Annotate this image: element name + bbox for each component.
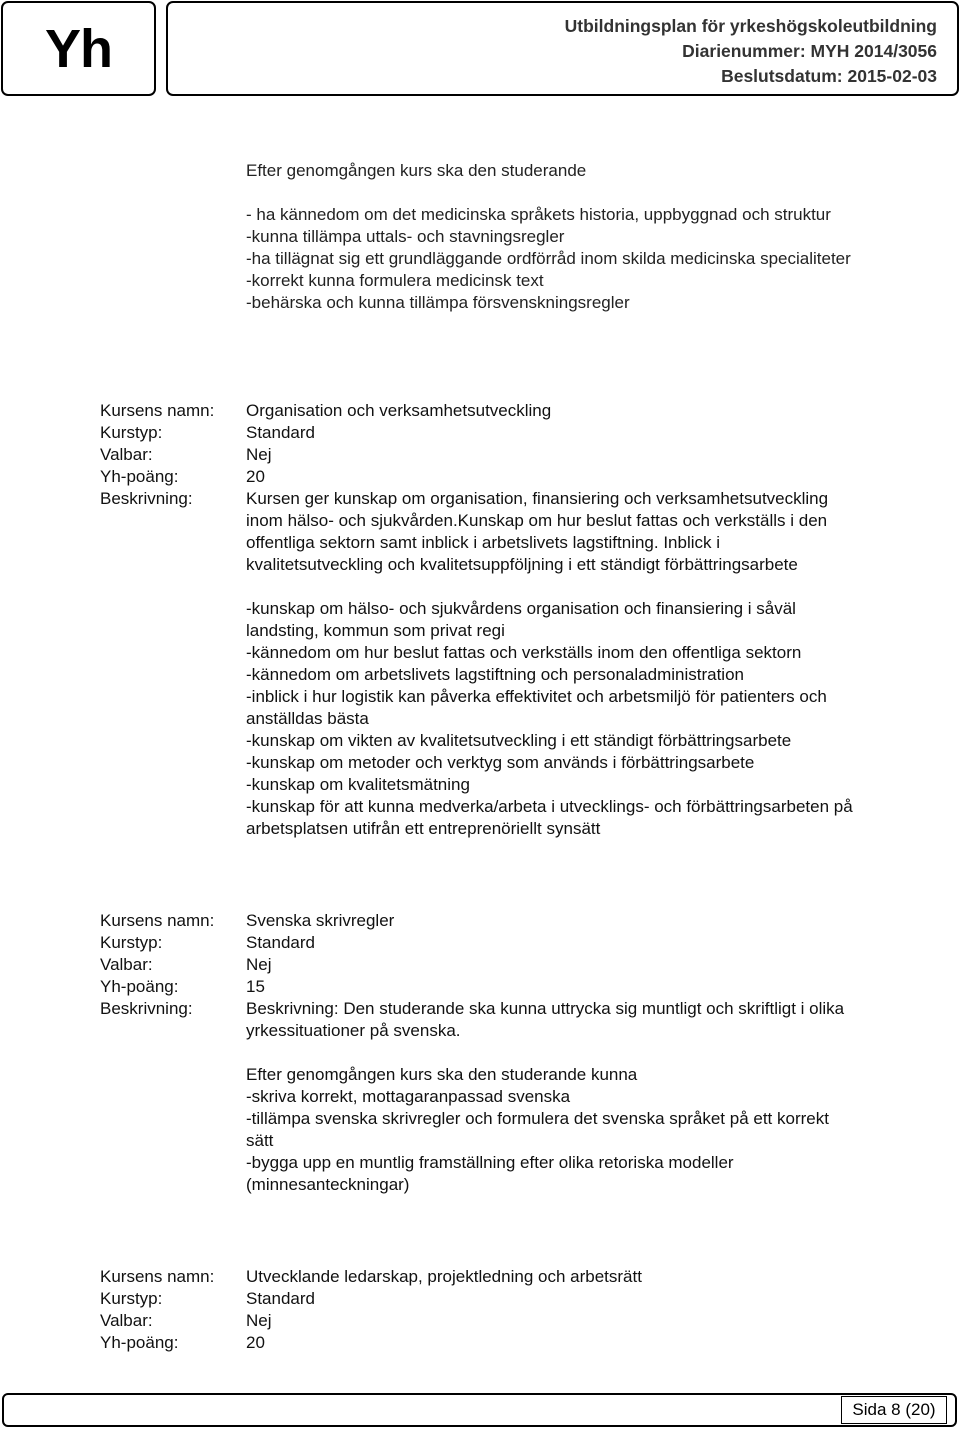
- description-item: -kännedom om hur beslut fattas och verkställs inom den offentliga sektorn: [246, 643, 802, 662]
- course-description-label: Beskrivning:: [100, 999, 193, 1018]
- course-points-label: Yh-poäng:: [100, 467, 179, 486]
- intro-item: - ha kännedom om det medicinska språkets historia, uppbyggnad och struktur: [246, 205, 831, 224]
- description-item: -inblick i hur logistik kan påverka effektivitet och arbetsmiljö för patienters och anställdas bästa: [246, 687, 827, 728]
- course-type-label: Kurstyp:: [100, 1289, 163, 1308]
- course-elective-label: Valbar:: [100, 1311, 153, 1330]
- description-item: -kunskap om metoder och verktyg som används i förbättringsarbete: [246, 753, 755, 772]
- yh-logo: [1, 1, 156, 96]
- course-name-label: Kursens namn:: [100, 911, 215, 930]
- course-points-label: Yh-poäng:: [100, 1333, 179, 1352]
- course-name: Organisation och verksamhetsutveckling: [246, 401, 552, 420]
- course-elective-label: Valbar:: [100, 445, 153, 464]
- description-item: Efter genomgången kurs ska den studerande kunna: [246, 1065, 638, 1084]
- course-points: 20: [246, 1333, 265, 1352]
- course-points: 15: [246, 977, 265, 996]
- course-elective: Nej: [246, 1311, 272, 1330]
- logo-text: Yh: [44, 18, 112, 79]
- description-paragraph: Beskrivning: Den studerande ska kunna uttrycka sig muntligt och skriftligt i olika yrkessituationer på svenska.: [246, 999, 845, 1040]
- course-elective: Nej: [246, 955, 272, 974]
- document-title: Utbildningsplan för yrkeshögskoleutbildning: [564, 16, 937, 36]
- page-number: Sida 8 (20): [841, 1396, 947, 1424]
- course-elective: Nej: [246, 445, 272, 464]
- diarienummer: Diarienummer: MYH 2014/3056: [682, 41, 937, 61]
- course-points-label: Yh-poäng:: [100, 977, 179, 996]
- document-header: [166, 1, 959, 96]
- description-item: -tillämpa svenska skrivregler och formulera det svenska språket på ett korrekt sätt: [246, 1109, 829, 1150]
- beslutsdatum: Beslutsdatum: 2015-02-03: [721, 66, 937, 86]
- course-description: [246, 998, 854, 1196]
- description-item: -kännedom om arbetslivets lagstiftning och personaladministration: [246, 665, 744, 684]
- description-item: -kunskap om hälso- och sjukvårdens organisation och finansiering i såväl landsting, kommun som privat regi: [246, 599, 796, 640]
- description-paragraph: Kursen ger kunskap om organisation, finansiering och verksamhetsutveckling inom hälso- och sjukvården.Kunskap om hur beslut fattas och verkställs i den offentliga sektorn samt inblick i arbetslivets lagstiftning. Inblick i kvalitetsutveckling och kvalitetsuppföljning i ett ständigt förbättringsarbete: [246, 489, 829, 574]
- course-description-label: Beskrivning:: [100, 489, 193, 508]
- course-description: [246, 488, 854, 840]
- page-footer: [2, 1393, 957, 1427]
- intro-item: -behärska och kunna tillämpa försvenskningsregler: [246, 293, 630, 312]
- description-item: -kunskap om vikten av kvalitetsutveckling i ett ständigt förbättringsarbete: [246, 731, 792, 750]
- description-item: -kunskap om kvalitetsmätning: [246, 775, 470, 794]
- intro-item: -ha tillägnat sig ett grundläggande ordförråd inom skilda medicinska specialiteter: [246, 249, 851, 268]
- description-item: -kunskap för att kunna medverka/arbeta i utvecklings- och förbättringsarbeten på arbetsplatsen utifrån ett entreprenöriellt synsätt: [246, 797, 853, 838]
- course-name: Svenska skrivregler: [246, 911, 395, 930]
- course-type-label: Kurstyp:: [100, 423, 163, 442]
- course-type: Standard: [246, 1289, 315, 1308]
- intro-lead: Efter genomgången kurs ska den studerande: [246, 161, 587, 180]
- description-item: -skriva korrekt, mottagaranpassad svenska: [246, 1087, 571, 1106]
- intro-item: -korrekt kunna formulera medicinsk text: [246, 271, 544, 290]
- course-points: 20: [246, 467, 265, 486]
- intro-section: [246, 160, 851, 314]
- course-block: [100, 910, 854, 1196]
- course-block: [100, 400, 854, 840]
- course-elective-label: Valbar:: [100, 955, 153, 974]
- intro-item: -kunna tillämpa uttals- och stavningsregler: [246, 227, 565, 246]
- course-type: Standard: [246, 933, 315, 952]
- course-name-label: Kursens namn:: [100, 1267, 215, 1286]
- course-type: Standard: [246, 423, 315, 442]
- course-name: Utvecklande ledarskap, projektledning och arbetsrätt: [246, 1267, 642, 1286]
- course-block: [100, 1266, 854, 1354]
- course-type-label: Kurstyp:: [100, 933, 163, 952]
- course-name-label: Kursens namn:: [100, 401, 215, 420]
- description-item: -bygga upp en muntlig framställning efter olika retoriska modeller (minnesanteckningar): [246, 1153, 734, 1194]
